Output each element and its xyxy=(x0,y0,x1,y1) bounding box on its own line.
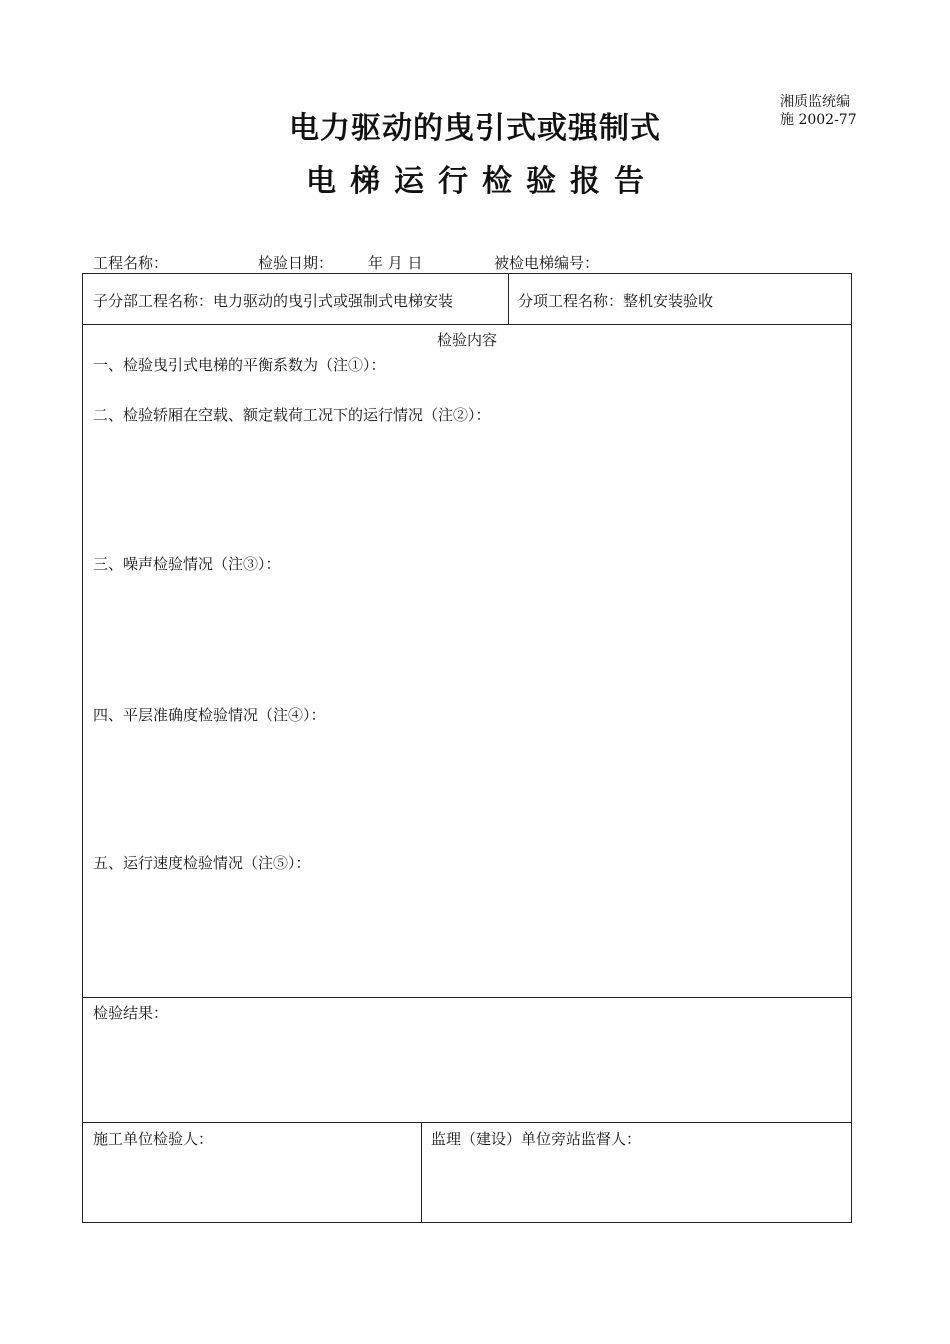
elevator-number-label: 被检电梯编号： xyxy=(494,254,600,272)
constructor-inspector-label: 施工单位检验人： xyxy=(93,1130,214,1148)
report-title-line1: 电力驱动的曳引式或强制式 xyxy=(289,111,661,146)
report-title-line2: 电梯运行检验报告 xyxy=(306,164,658,199)
column-divider xyxy=(421,1122,422,1223)
section-item-4: 四、平层准确度检验情况（注④）： xyxy=(93,706,326,724)
section-item-2: 二、检验轿厢在空载、额定载荷工况下的运行情况（注②）： xyxy=(93,406,491,424)
inspection-table xyxy=(82,273,852,1223)
column-divider xyxy=(508,274,509,324)
section-item-5: 五、运行速度检验情况（注⑤）： xyxy=(93,854,311,872)
row-divider xyxy=(83,1122,851,1123)
document-code-line1: 湘质监统编 xyxy=(780,94,850,110)
content-heading: 检验内容 xyxy=(436,331,497,349)
item-project-name: 分项工程名称：整机安装验收 xyxy=(518,292,714,310)
document-code-line2: 施 2002-77 xyxy=(780,112,857,128)
section-item-1: 一、检验曳引式电梯的平衡系数为（注①）： xyxy=(93,356,386,374)
inspection-date-units: 年 月 日 xyxy=(368,254,423,272)
project-name-label: 工程名称： xyxy=(93,254,169,272)
sub-project-name: 子分部工程名称：电力驱动的曳引式或强制式电梯安装 xyxy=(93,292,454,310)
inspection-result-label: 检验结果： xyxy=(93,1004,169,1022)
row-divider xyxy=(83,324,851,325)
supervisor-label: 监理（建设）单位旁站监督人： xyxy=(431,1130,642,1148)
row-divider xyxy=(83,997,851,998)
inspection-date-label: 检验日期： xyxy=(258,254,334,272)
section-item-3: 三、噪声检验情况（注③）： xyxy=(93,555,281,573)
